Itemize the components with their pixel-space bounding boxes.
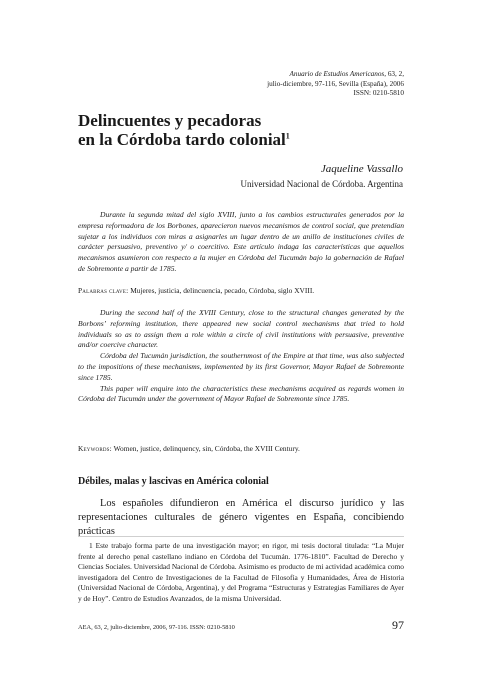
title-line-1: Delincuentes y pecadoras xyxy=(78,111,262,130)
keywords-en-label: Keywords: xyxy=(78,444,112,453)
abstract-english xyxy=(78,308,404,405)
footnote-divider xyxy=(78,536,404,537)
masthead-line-2: julio-diciembre, 97-116, Sevilla (España), 2006 xyxy=(267,79,404,88)
journal-name: Anuario de Estudios Americanos xyxy=(289,70,385,78)
abstract-en-paragraph-3: This paper will enquire into the characteristics these mechanisms acquired as regards women in Córdoba del Tucumán under the government of Mayor Rafael de Sobremonte since 1785. xyxy=(78,383,404,404)
body-paragraph: Los españoles difundieron en América el discurso jurídico y las representaciones culturales de género vigentes en España, concibiendo prácticas xyxy=(78,498,404,537)
abstract-en-paragraph-2: Córdoba del Tucumán jurisdiction, the southernmost of the Empire at that time, was also subjected to the impositions of these mechanisms, implemented by its first Governor, Mayor Rafael de Sobremonte since 1785. xyxy=(78,351,404,382)
abstract-en-paragraph-1: During the second half of the XVIII Century, close to the structural changes generated by the Borbons’ reforming institution, there appeared new social control mechanisms that tried to hold individuals so as to assign them a role within a circle of civil institutions with persuasive, preventive and/or coercive character. xyxy=(78,308,404,350)
keywords-spanish xyxy=(78,286,404,296)
article-title xyxy=(78,111,408,149)
page-number: 97 xyxy=(392,618,404,632)
keywords-es-label: Palabras clave: xyxy=(78,286,129,295)
footnote-1: 1 Este trabajo forma parte de una investigación mayor; en rigor, mi tesis doctoral titulada: “La Mujer frente al derecho penal castellano indiano en Córdoba del Tucumán. 1776-1810”. Facultad de Derecho y Ciencias Sociales. Universidad Nacional de Córdoba. Asimismo es producto de mi actividad académica como investigadora del Centro de Investigaciones de la Facultad de Filosofía y Humanidades, Área de Historia (Universidad Nacional de Córdoba, Argentina), y del Programa “Estructuras y Estrategias Familiares de Ayer y de Hoy”. Centro de Estudios Avanzados, de la misma Universidad. xyxy=(78,541,404,603)
footer-citation: AEA, 63, 2, julio-diciembre, 2006, 97-116. ISSN: 0210-5810 xyxy=(78,624,235,631)
keywords-en-list: Women, justice, delinquency, sin, Córdoba, the XVIII Century. xyxy=(113,444,300,453)
masthead-issn: ISSN: 0210-5810 xyxy=(353,89,404,98)
keywords-es-list: Mujeres, justicia, delincuencia, pecado, Córdoba, siglo XVIII. xyxy=(130,286,315,295)
abstract-spanish xyxy=(78,210,404,275)
author-affiliation: Universidad Nacional de Córdoba. Argentina xyxy=(240,179,403,189)
title-line-2: en la Córdoba tardo colonial xyxy=(78,130,286,149)
abstract-es-paragraph: Durante la segunda mitad del siglo XVIII, junto a los cambios estructurales generados por la empresa reformadora de los Borbones, aparecieron nuevos mecanismos de control social, que pretendían sujetar a los individuos con miras a asignarles un lugar dentro de un anillo de instituciones civiles de carácter persuasivo, preventivo y/ o coercitivo. Este artículo indaga las características que aquellos mecanismos asumieron con respecto a la mujer en Córdoba del Tucumán bajo la gobernación de Rafael de Sobremonte a partir de 1785. xyxy=(78,210,404,273)
keywords-english xyxy=(78,444,404,454)
section-heading: Débiles, malas y lascivas en América colonial xyxy=(78,476,269,487)
masthead-line-1 xyxy=(144,70,404,80)
title-footnote-marker[interactable]: 1 xyxy=(285,131,290,141)
volume-issue: , 63, 2, xyxy=(384,70,404,78)
journal-masthead xyxy=(144,70,404,99)
author-name: Jaqueline Vassallo xyxy=(320,163,403,175)
